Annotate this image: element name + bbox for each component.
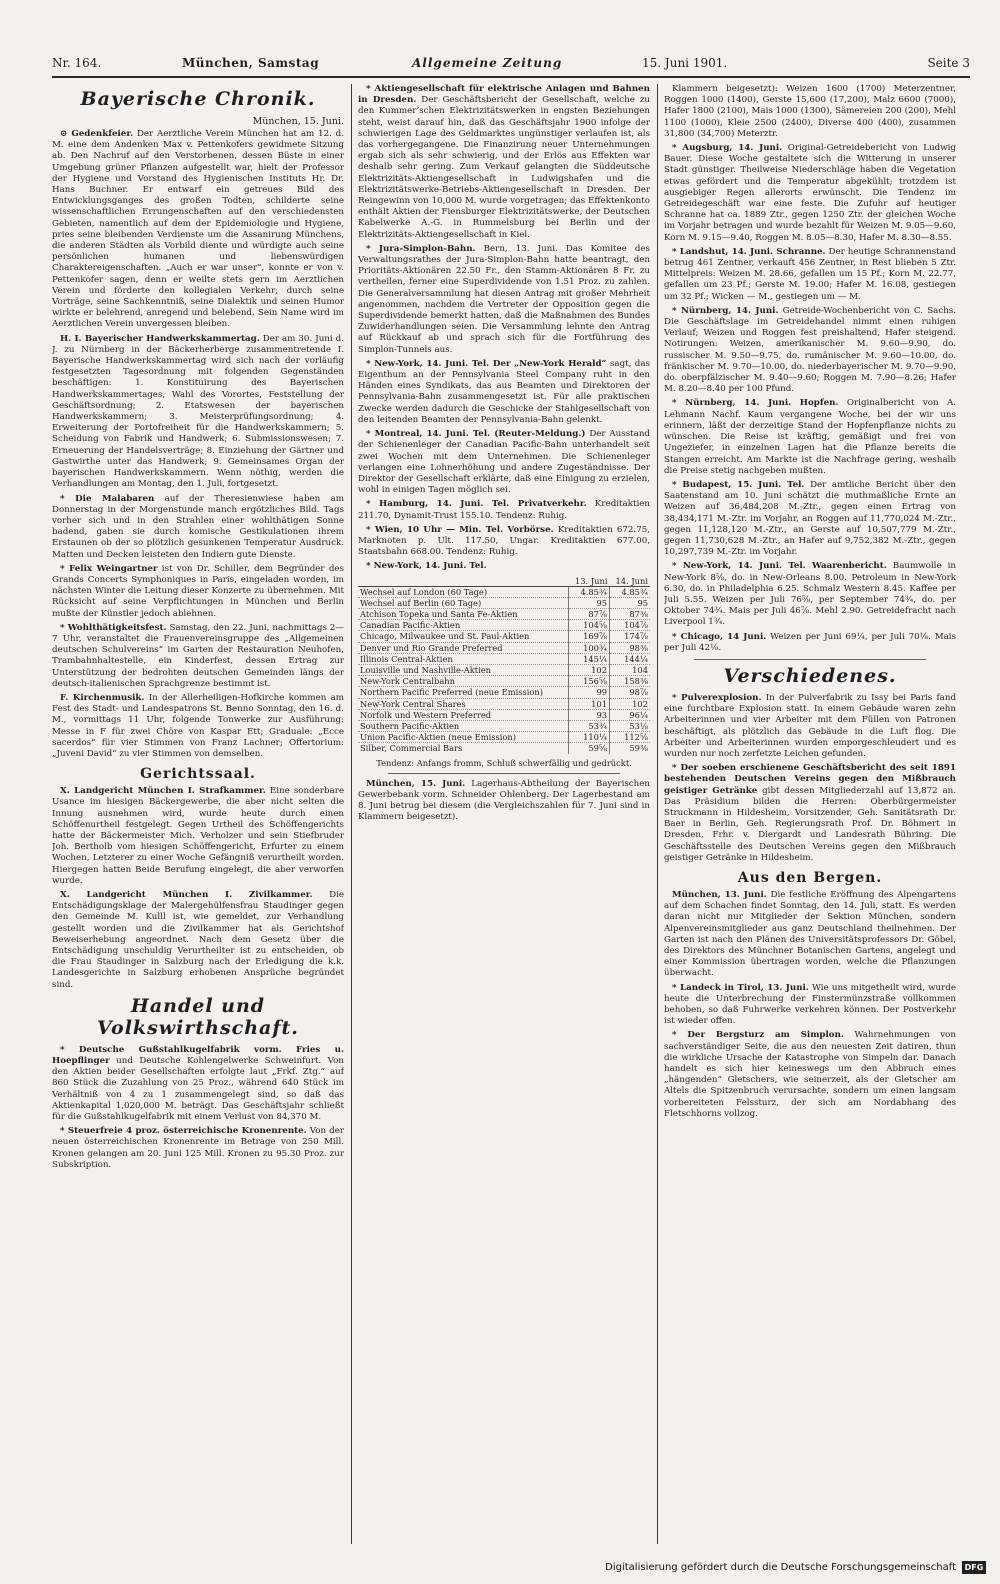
article-lead: * Pulverexplosion. (672, 692, 762, 703)
article-text: auf der Theresienwiese haben am Donnerstag in der Morgenstunde manch ergötzliches Bild. Tags vorher sich und in den Strahlen einer wohlthätigen Sonne badend, gaben sie durch komische Gestikulationen ihrem Erstaunen ob der so plötzlich gesunkenen Temperatur Ausdruck. Matten und Decken leisteten den Indiern gute Dienste. (52, 493, 344, 560)
stock-row (358, 732, 650, 743)
article (358, 359, 650, 426)
article (664, 632, 956, 654)
article (664, 763, 956, 864)
stock-row (358, 586, 650, 597)
article-text: Eine sonderbare Usance im hiesigen Bäckergewerbe, die aber nicht selten die Innung ausnehmen wird, wurde heute durch einen Schöffenurtheil festgelegt. Gegen Urtheil des Schöffengerichts hatte der Bäckermeister Mich. Verholzer und sein Stiefbruder Joh. Bertholb vom hiesigen Schöffengericht, Erfurter zu einem Wochen, Letzterer zu einer Woche Gefängniß verurtheilt worden. Hiergegen hatten Beide Berufung eingelegt, die aber verworfen wurde. (52, 786, 344, 886)
dfg-logo: DFG (962, 1561, 986, 1574)
stock-value: 144¼ (610, 653, 651, 664)
stock-value: 156⅝ (569, 676, 610, 687)
article-lead: * Chicago, 14 Juni. (672, 631, 767, 642)
column-3 (664, 84, 956, 1544)
stock-row (358, 642, 650, 653)
article-text: Kreditaktien 672.75, Marknoten p. Ult. 117.50, Ungar. Kreditaktien 677.00, Staatsbahn 668.00. Tendenz: Ruhig. (358, 524, 650, 558)
stock-value: 59⅜ (610, 743, 651, 754)
article-lead: * Augsburg, 14. Juni. (672, 143, 783, 154)
stock-row (358, 597, 650, 608)
article (664, 890, 956, 980)
stock-value: 104⅞ (610, 620, 651, 631)
stock-value: 99 (569, 687, 610, 698)
article-lead: * Der Bergsturz am Simplon. (672, 1030, 844, 1041)
stock-value: 174⅞ (610, 631, 651, 642)
divider-line (388, 773, 620, 774)
stock-value: 102 (569, 664, 610, 675)
stock-name: New-York Central Shares (358, 698, 569, 709)
article-lead: * Deutsche Gußstahlkugelfabrik vorm. Fries u. Hoepflinger (52, 1044, 344, 1067)
article-lead: F. Kirchenmusik. (60, 692, 145, 703)
article-lead: * Hamburg, 14. Juni. Tel. Privatverkehr. (366, 499, 587, 510)
article-text: Bern, 13. Juni. Das Komitee des Verwaltungsrathes der Jura-Simplon-Bahn hatte beantragt, den Prioritäts-Aktionären 22.50 Fr., den Stamm-Aktionären 8 Fr. zu vertheilen, ferner eine Superdividende von 1.51 Proz. zu zahlen. Die Generalversammlung hat diesen Antrag mit großer Mehrheit angenommen, nachdem die Vertreter der Opposition gegen die Superdividende bemerkt hatten, daß die Maßnahmen des Bundes Zuwiderhandlungen seien. Die Versammlung lehnte den Antrag auf Rückkauf ab und sprach sich für die Fortführung des Simplon-Tunnels aus. (358, 243, 650, 355)
stock-value: 95 (569, 597, 610, 608)
page-number: Seite 3 (927, 56, 970, 70)
article-lead: * Budapest, 15. Juni. Tel. (672, 479, 805, 490)
article: München, 15. Juni. Lagerhaus-Abtheilung der Bayerischen Gewerbebank vorm. Schneider Ohlenberg. Der Lagerbestand am 8. Juni betrug bei diesem (die Vergleichszahlen für 7. Juni sind in Klammern beigesetzt). (358, 778, 650, 823)
article-text: ist von Dr. Schiller, dem Begründer des Grands Concerts Symphoniques in Paris, eingeladen worden, im nächsten Winter die Leitung dieser Konzerte zu übernehmen. Mit Rücksicht auf seine Verpflichtungen in München und Berlin mußte der Künstler jedoch ablehnen. (52, 563, 344, 619)
article (664, 561, 956, 628)
article-lead: * Montreal, 14. Juni. Tel. (Reuter-Meldung.) (366, 429, 586, 440)
stock-value: 93 (569, 709, 610, 720)
stock-value: 169⅞ (569, 631, 610, 642)
article-text: Klammern beigesetzt): Weizen 1600 (1700) Meterzentner, Roggen 1000 (1400), Gerste 15,600 (17,200), Malz 6600 (7000), Hafer 1800 (2100), Mais 1000 (1300), Sämereien 200 (200), Mehl 1100 (1000), Kleie 2500 (2400), Diverse 400 (400), zusammen 31,800 (34,700) Meterztr. (664, 84, 956, 139)
stock-name: Wechsel auf Berlin (60 Tage) (358, 597, 569, 608)
section-title-chronicle: Bayerische Chronik. (80, 88, 316, 110)
article (664, 84, 956, 140)
footer-text: Digitalisierung gefördert durch die Deutsche Forschungsgemeinschaft (605, 1562, 956, 1573)
article-lead: X. Landgericht München I. Strafkammer. (60, 786, 266, 797)
column-divider (351, 84, 352, 1544)
newspaper-name: Allgemeine Zeitung (412, 56, 563, 70)
stock-row (358, 720, 650, 731)
article-text: In der Allerheiligen-Hofkirche kommen am Fest des Stadt- und Landespatrons St. Benno Sonntag, den 16. d. M., vormittags 11 Uhr, folgende Tonwerke zur Ausführung: Messe in F für zwei Chöre von Kaspar Ett; Graduale: „Ecce sacerdos“ für vier Stimmen von Franz Lachner; Offertorium: „Juveni David“ zu vier Stimmen von demselben. (52, 692, 344, 759)
article-text: gibt dessen Mitgliederzahl auf 13,872 an. Das Präsidium bilden die Herren: Oberbürgermeister Struckmann in Hildesheim, Vorsitzender, Geh. Sanitätsrath Dr. Baer in Berlin, Geh. Regierungsrath Prof. Dr. Böhmert in Dresden, Frhr. v. Diergardt und Landesrath Bühring. Die Geschäftsstelle des Deutschen Vereins gegen den Mißbrauch geistiger Getränke in Hildesheim. (664, 785, 956, 863)
stock-value: 53⅛ (610, 720, 651, 731)
article (52, 890, 344, 991)
article-text: Originalbericht von A. Lehmann Nachf. Kaum vergangene Woche, bei der wir uns erinnern, läßt der derzeitige Stand der Hopfenpflanze nichts zu wünschen. Die Reise ist kräftig, gemäßigt und frei von Ungeziefer, in einzelnen Lagen hat die Pflanze bereits die Stangen erreicht. Am Markte ist die Nachfrage gering, weshalb die Preise stetig nachgeben mußten. (664, 398, 956, 476)
stock-value: 87⅞ (569, 608, 610, 619)
stock-value: 100¾ (569, 642, 610, 653)
stock-name: Southern Pacific-Aktien (358, 720, 569, 731)
article-text: Der Geschäftsbericht der Gesellschaft, welche zu den Kummer’schen Elektrizitätswerken in engsten Beziehungen steht, weist darauf hin, daß das Geschäftsjahr 1900 infolge der schwierigen Lage des Geldmarktes ungünstiger verlaufen ist, als das vorhergegangene. Die Finanzirung neuer Unternehmungen ergab sich als sehr schwierig, und der Erlös aus Effekten war deshalb sehr gering. Zum Verkauf gelangten die Süddeutsche Elektrizitäts-Aktiengesellschaft in Ludwigshafen und die Elektrizitätswerke-Betriebs-Aktiengesellschaft in Dresden. Der Reingewinn von 10,000 M. wurde vorgetragen; das Effektenkonto enthält Aktien der Fiensburger Elektrizitätswerke, der Deutschen Kabelwerke A.-G. in Rummelsburg bei Berlin und der Elektrizitäts-Aktiengesellschaft in Kiel. (358, 95, 650, 240)
article-text: Der am 30. Juni d. J. zu Nürnberg in der Bäckerherberge zusammentretende I. Bayerische Handwerkskammertag wird sich nach der vorläufig festgesetzten Tagesordnung mit folgenden Gegenständen beschäftigen: 1. Konstituirung des Bayerischen Handwerkskammertages, Wahl des Vorortes, Feststellung der Geschäftsordnung; 2. Etatswesen der bayerischen Handwerkskammern; 3. Meisterprüfungsordnung; 4. Erweiterung der Portofreiheit für die Handwerkskammern; 5. Scheidung von Fabrik und Handwerk; 6. Submissionswesen; 7. Erneuerung der Handelsverträge; 8. Einziehung der Gärtner und Gastwirthe unter das Handwerk; 9. Gemeinsames Organ der bayerischen Handwerkskammern. Wenn nöthig, werden die Verhandlungen am Montag, den 1. Juli, fortgesetzt. (52, 333, 344, 490)
article-text: Der amtliche Bericht über den Saatenstand am 10. Juni schätzt die muthmaßliche Ernte an Weizen auf 36,484,208 M.-Ztr., gegen einen Ertrag von 38,434,171 M.-Ztr. im Vorjahr, an Roggen auf 11,770,024 M.-Ztr., gegen 11,128,120 M.-Ztr., an Gerste auf 10,507,779 M.-Ztr., gegen 11,730,628 M.-Ztr., an Hafer auf 9,752,382 M.-Ztr., gegen 10,297,739 M.-Ztr. im Vorjahr. (664, 479, 956, 558)
column-1 (52, 84, 344, 1544)
stock-value: 4.85¾ (569, 586, 610, 597)
article-lead: ⊙ Gedenkfeier. (60, 129, 134, 139)
stock-value: 101 (569, 698, 610, 709)
article-lead: * Wohlthätigkeitsfest. (60, 622, 167, 633)
article (664, 143, 956, 244)
stock-name: Northern Pacific Preferred (neue Emission) (358, 687, 569, 698)
article-text: Der heutige Schrannenstand betrug 461 Zentner, verkauft 456 Zentner, in Rest blieben 5 Ztr. Mittelpreis: Weizen M. 28.66, gefallen um 15 Pf.; Korn M. 22.77, gefallen um 23 Pf.; Gerste M. 19.00; Hafer M. 16.08, gestiegen um 32 Pf.; Wicken — M., gestiegen um — M. (664, 246, 956, 302)
stock-value: 96¼ (610, 709, 651, 720)
stock-name: Norfolk und Western Preferred (358, 709, 569, 720)
section-title-court: Gerichtssaal. (140, 766, 256, 783)
article-text: Wie uns mitgetheilt wird, wurde heute die Unterbrechung der Finstermünzstraße vollkommen behoben, so daß Fuhrwerke verkehren können. Der Postverkehr ist wieder offen. (664, 982, 956, 1027)
article-text: sagt, das Eigenthum an der Pennsylvania Steel Company ruht in den Händen eines Syndikats, das aus Beamten und Direktoren der Pennsylvania-Bahn zusammengesetzt ist. Für alle praktischen Zwecke werden dadurch die Geschicke der Stahlgesellschaft von den leitenden Beamten der Pennsylvania-Bahn gelenkt. (358, 358, 650, 425)
stock-row (358, 620, 650, 631)
stock-name: Union Pacific-Aktien (neue Emission) (358, 732, 569, 743)
article (52, 129, 344, 331)
article-text: Samstag, den 22. Juni, nachmittags 2—7 Uhr, veranstaltet die Frauenvereinsgruppe des „Allgemeinen deutschen Schulvereins“ im Garten der Restauration Neuhofen, Trambahnhaltestelle, ein Kinderfest, dessen Ertrag zur Unterstützung der bedrohten deutschen Gemeinden längs der deutsch-italienischen Sprachgrenze bestimmt ist. (52, 622, 344, 689)
stock-row (358, 676, 650, 687)
stock-name: Wechsel auf London (60 Tage) (358, 586, 569, 597)
stock-value: 4.85¾ (610, 586, 651, 597)
article (664, 693, 956, 760)
article (664, 398, 956, 476)
article-lead: X. Landgericht München I. Zivilkammer. (60, 890, 313, 900)
stock-value: 59⅝ (569, 743, 610, 754)
stock-value: 98⅜ (610, 642, 651, 653)
article (358, 244, 650, 356)
article-lead: * Landshut, 14. Juni. Schranne. (672, 246, 826, 257)
article (664, 1030, 956, 1120)
stock-value: 95 (610, 597, 651, 608)
article-lead: * Nürnberg, 14. Juni. Hopfen. (672, 398, 839, 409)
article (358, 499, 650, 521)
stock-value: 158⅜ (610, 676, 651, 687)
stock-row (358, 653, 650, 664)
stock-name: New-York Centralbahn (358, 676, 569, 687)
article-lead: * Nürnberg, 14. Juni. (672, 305, 779, 316)
article-lead: * Felix Weingartner (60, 563, 158, 574)
stock-name: Chicago, Milwaukee und St. Paul-Aktien (358, 631, 569, 642)
section-title-mountains: Aus den Bergen. (737, 870, 883, 886)
article-lead: * Jura-Simplon-Bahn. (366, 243, 476, 254)
article-lead: * New-York, 14. Juni. Tel. Der „New-York Herald“ (366, 358, 607, 369)
issue-date: 15. Juni 1901. (642, 56, 728, 70)
article (52, 494, 344, 561)
article (358, 429, 650, 496)
article (358, 525, 650, 559)
footer-credit (605, 1561, 986, 1574)
article-lead: * Wien, 10 Uhr — Min. Tel. Vorbörse. (366, 524, 554, 535)
stock-table-header (358, 576, 650, 587)
article-text: Weizen per Juni 69¼, per Juli 70⅛. Mais per Juli 42⅛. (664, 631, 956, 653)
stock-row (358, 664, 650, 675)
article-text: Von der neuen österreichischen Kronenrente im Betrage von 250 Mill. Kronen gelangen am 20. Juni 125 Mill. Kronen zu 95.30 Proz. zur Subskription. (52, 1126, 344, 1170)
masthead (52, 52, 970, 78)
stock-value: 102 (610, 698, 651, 709)
stock-value: 112⅝ (610, 732, 651, 743)
article-text: Getreide-Wochenbericht von C. Sachs. Die Geschäftslage im Getreidehandel nimmt einen ruhigen Verlauf; Weizen und Roggen fest preishaltend, Hafer steigend. Notirungen: Weizen, amerikanischer M. 9.60—9.90, do. russischer M. 9.50—9.75, do. rumänischer M. 9.60—10.00, do. fränkischer M. 9.70—10.00, do. niederbayerischer M. 9.70—9.90, do. oberpfälzischer M. 9.40—9.60; Roggen M. 7.90—8.26; Hafer M. 8.20—8.40 per 100 Pfund. (664, 305, 956, 395)
article (52, 564, 344, 620)
article (52, 334, 344, 491)
article (52, 1045, 344, 1123)
article-lead: * Der soeben erschienene Geschäftsbericht des seit 1891 bestehenden Deutschen Vereins gegen den Mißbrauch geistiger Getränke (664, 763, 956, 796)
article (664, 983, 956, 1028)
column-2 (358, 84, 650, 1544)
stock-value: 87⅜ (610, 608, 651, 619)
stock-name: Illinois Central-Aktien (358, 653, 569, 664)
article-text: Der Aerztliche Verein München hat am 12. d. M. eine dem Andenken Max v. Pettenkofers gewidmete Sitzung ab. Den Nachruf auf den Verstorbenen, dessen Büste in einer Umgebung grüner Pflanzen aufgestellt war, hielt der Professor der Hygiene und Vorstand des Hygienischen Instituts Hr. Dr. Hans Buchner. Er entwarf ein getreues Bild des Entwicklungsganges des großen Todten, schilderte seine wissenschaftlichen Errungenschaften auf den verschiedensten Gebieten, namentlich auf dem der Epidemiologie und Hygiene, pries seine bleibenden Verdienste um die Assanirung Münchens, die anderen Städten als Vorbild diente und würdigte auch seine persönlichen humanen und liebenswürdigen Charaktereigenschaften. „Auch er war unser“, konnte er von v. Pettenkofer sagen, denn er weilte stets gern im Aerztlichen Verein und förderte den kollegialen Verkehr; durch seine Vorträge, seine Sachkenntniß, seine Dialektik und seinen Humor wirkte er belehrend, anregend und belebend. Sein Name wird im Aerztlichen Verein unvergessen bleiben. (52, 129, 344, 330)
article-text: und Deutsche Kohlengelwerke Schweinfurt. Von den Aktien beider Gesellschaften erfolgte laut „Frkf. Ztg.“ auf 860 Stück die Zuzahlung von 25 Proz., während 640 Stück im Verhältniß von 4 zu 1 zusammengelegt sind, so daß das Aktienkapital 1,020,000 M. beträgt. Das Geschäftsjahr schließt für die Gußstahlkugelfabrik mit einem Verlust von 84,370 M. (52, 1056, 344, 1123)
article-lead: * Steuerfreie 4 proz. österreichische Kronenrente. (60, 1126, 307, 1137)
stock-value: 53¾ (569, 720, 610, 731)
article-text: Die festliche Eröffnung des Alpengartens auf dem Schachen findet Sonntag, den 14. Juli, statt. Es werden daran nicht nur Mitglieder der Sektion München, sondern Alpenvereinsmitglieder aus ganz Deutschland theilnehmen. Der Garten ist nach den Plänen des Universitätsprofessors Dr. Göbel, des Direktors des Münchner Botanischen Gartens, angelegt und einer Kommission übertragen worden, welche die Pflanzungen überwacht. (664, 890, 956, 979)
stock-row (358, 608, 650, 619)
place-and-day: München, Samstag (182, 56, 320, 70)
stock-row (358, 687, 650, 698)
article-lead: München, 13. Juni. (672, 890, 767, 900)
article-text: Original-Getreidebericht von Ludwig Bauer. Diese Woche gestaltete sich die Witterung in unserer Stadt günstiger. Theilweise Niederschläge haben die Vegetation etwas gefördert und die Temperatur abgekühlt; trotzdem ist ausgiebiger Regen allerorts erwünscht. Die Tendenz im Getreidegeschäft war eine feste. Die Zufuhr auf heutiger Schranne hat ca. 1889 Ztr., gegen 1250 Ztr. der gleichen Woche im Vorjahr betragen und wurde bezahlt für Weizen M. 9.05—9.60, Korn M. 9.15—9.40, Roggen M. 8.05—8.30, Hafer M. 8.30—8.55. (664, 143, 956, 243)
stock-value: 104 (610, 664, 651, 675)
stock-row (358, 709, 650, 720)
article-lead: * Die Malabaren (60, 493, 155, 504)
newspaper-page (52, 52, 970, 1552)
stock-value: 145¼ (569, 653, 610, 664)
stock-name: Silber, Commercial Bars (358, 743, 569, 754)
stock-row (358, 631, 650, 642)
article (664, 480, 956, 558)
section-title-misc: Verschiedenes. (723, 664, 897, 687)
stock-value: 104⅝ (569, 620, 610, 631)
article (664, 247, 956, 303)
article-text: Der Ausstand der Schienenleger der Canadian Pacific-Bahn unterhandelt seit zwei Wochen mit dem Unternehmen. Die Schienenleger verlangen eine Lohnerhöhung und andere Zugeständnisse. Der Direktor der Gesellschaft erklärte, daß eine Einigung zu erzielen, wohl in einigen Tagen möglich sei. (358, 429, 650, 496)
article-lead: * Aktiengesellschaft für elektrische Anlagen und Bahnen in Dresden. (358, 84, 650, 106)
article-text: Kreditaktien 211.70, Dynamit-Trust 155.10. Tendenz: Ruhig. (358, 499, 650, 521)
stock-name: Louisville und Nashville-Aktien (358, 664, 569, 675)
stock-row (358, 743, 650, 754)
issue-number: Nr. 164. (52, 56, 102, 70)
article-lead: H. I. Bayerischer Handwerkskammertag. (60, 333, 260, 344)
stock-table-heading: * New-York, 14. Juni. Tel. (366, 561, 487, 572)
article (358, 84, 650, 241)
article (52, 623, 344, 690)
stock-tendency: Tendenz: Anfangs fromm, Schluß schwerfällig und gedrückt. (376, 757, 632, 768)
article-text: Wahrnehmungen von sachverständiger Seite, die aus den neuesten Zeit datiren, thun die wirkliche Ursache der Katastrophe von Simpeln dar. Danach handelt es sich hier keineswegs um den Abbruch eines „hängenden“ Gletschers, wie seinerzeit, als der Gletscher am Altels die Spitzenbruch verursachte, sondern um einen langsam vorbereiteten Felssturz, der sich am Nordabhang des Fletschhorns vollzog. (664, 1030, 956, 1119)
article-lead: * Landeck in Tirol, 13. Juni. (672, 982, 809, 993)
article (664, 306, 956, 396)
article (52, 693, 344, 760)
stock-col-header: 14. Juni (610, 576, 651, 587)
article (52, 786, 344, 887)
column-divider (657, 84, 658, 1544)
article-text: Baumwolle in New-York 8⅝, do. in New-Orleans 8.00. Petroleum in New-York 6.30, do. in Philadelphia 6.25. Schmalz Western 8.45. Kaffee per Juli 5.55. Weizen per Juli 76⅝, per September 74¾, do. per Oktober 74¾. Mais per Juli 46⅞. Mehl 2.90. Getreidefracht nach Liverpool 1¾. (664, 561, 956, 628)
stock-table (358, 576, 650, 754)
stock-value: 110¼ (569, 732, 610, 743)
stock-name: Atchison Topeka und Santa Fe-Aktien (358, 608, 569, 619)
article-text: In der Pulverfabrik zu Issy bei Paris fand eine furchtbare Explosion statt. In einem Gebäude waren zehn Arbeiterinnen und vier Arbeiter mit dem Füllen von Patronen beschäftigt, als plötzlich das Gebäude in die Luft flog. Die Arbeiter und Arbeiterinnen wurden emporgeschleudert und es wurden nur noch zerfetzte Leichen gefunden. (664, 692, 956, 759)
article (52, 1126, 344, 1171)
article-text: Die Entschädigungsklage der Malergehülfensfrau Staudinger gegen den Gemeinde M. Kulll ist, wie gemeldet, zur Verhandlung gestellt worden und die Zivilkammer hat als Gerichtshof Beweiserhebung angeordnet. Nach dem Gesetz über die Entschädigung unschuldig Verurtheilter ist zu entscheiden, ob die Frau Staudinger in Salzburg nach der Erledigung die k.k. Landesgerichte in Salzburg erhobenen Ansprüche begründet sind. (52, 890, 344, 990)
stock-col-header: 13. Juni (569, 576, 610, 587)
section-title-trade: Handel und Volkswirthschaft. (97, 994, 299, 1039)
stock-name: Canadian Pacific-Aktien (358, 620, 569, 631)
stock-row (358, 698, 650, 709)
dateline: München, 15. Juni. (252, 116, 344, 127)
article-lead: * New-York, 14. Juni. Tel. Waarenbericht. (672, 561, 887, 572)
stock-value: 98⅞ (610, 687, 651, 698)
stock-name: Denver und Rio Grande Preferred (358, 642, 569, 653)
divider-line (694, 659, 926, 660)
